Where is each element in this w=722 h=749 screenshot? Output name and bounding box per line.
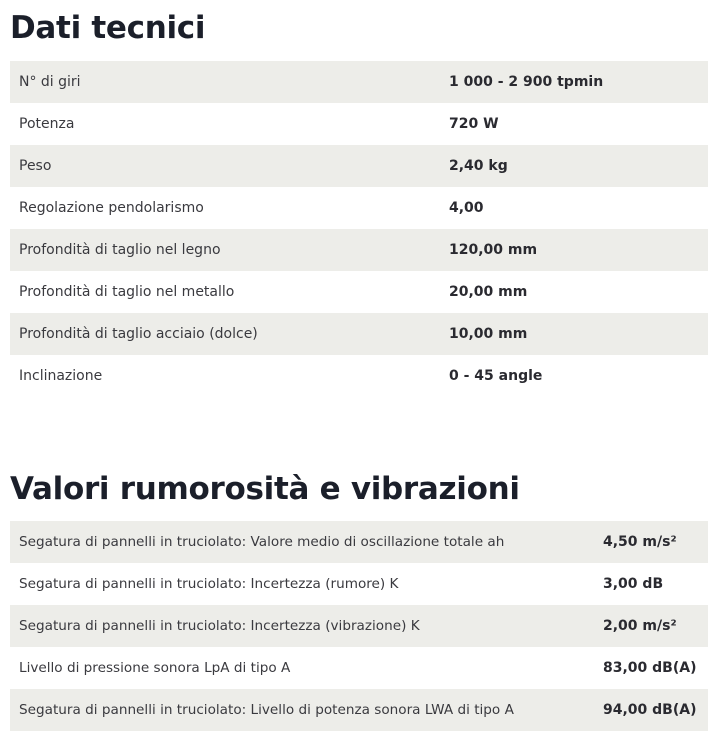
spec-label: Profondità di taglio acciaio (dolce)	[19, 326, 258, 342]
spec-label: Segatura di pannelli in truciolato: Incertezza (vibrazione) K	[19, 618, 420, 634]
spec-value: 94,00 dB(A)	[603, 702, 697, 718]
table-row	[10, 355, 708, 397]
table-row	[10, 145, 708, 187]
spec-label: Potenza	[19, 116, 75, 132]
table-row	[10, 271, 708, 313]
spec-value: 3,00 dB	[603, 576, 664, 592]
table-row	[10, 689, 708, 731]
table-row	[10, 229, 708, 271]
spec-value: 1 000 - 2 900 tpmin	[449, 74, 604, 90]
noise-vibration-title: Valori rumorosità e vibrazioni	[10, 471, 520, 507]
table-row	[10, 103, 708, 145]
spec-value: 0 - 45 angle	[449, 368, 543, 384]
spec-label: Segatura di pannelli in truciolato: Valore medio di oscillazione totale ah	[19, 534, 505, 550]
spec-label: Profondità di taglio nel legno	[19, 242, 221, 258]
spec-value: 120,00 mm	[449, 242, 538, 258]
noise-vibration-table	[10, 521, 708, 731]
spec-label: Segatura di pannelli in truciolato: Livello di potenza sonora LWA di tipo A	[19, 702, 514, 718]
technical-data-title: Dati tecnici	[10, 10, 206, 46]
table-row	[10, 187, 708, 229]
table-row	[10, 605, 708, 647]
spec-label: Peso	[19, 158, 52, 174]
spec-value: 4,00	[449, 200, 484, 216]
spec-value: 83,00 dB(A)	[603, 660, 697, 676]
spec-label: Inclinazione	[19, 368, 103, 384]
spec-value: 10,00 mm	[449, 326, 528, 342]
spec-label: Regolazione pendolarismo	[19, 200, 204, 216]
table-row	[10, 647, 708, 689]
spec-label: N° di giri	[19, 74, 81, 90]
spec-label: Segatura di pannelli in truciolato: Incertezza (rumore) K	[19, 576, 399, 592]
spec-value: 20,00 mm	[449, 284, 528, 300]
spec-value: 2,00 m/s²	[603, 618, 677, 634]
technical-data-table	[10, 61, 708, 397]
spec-label: Profondità di taglio nel metallo	[19, 284, 235, 300]
spec-value: 720 W	[449, 116, 499, 132]
table-row	[10, 313, 708, 355]
table-row	[10, 563, 708, 605]
spec-label: Livello di pressione sonora LpA di tipo A	[19, 660, 291, 676]
spec-value: 4,50 m/s²	[603, 534, 677, 550]
spec-value: 2,40 kg	[449, 158, 508, 174]
table-row	[10, 61, 708, 103]
table-row	[10, 521, 708, 563]
